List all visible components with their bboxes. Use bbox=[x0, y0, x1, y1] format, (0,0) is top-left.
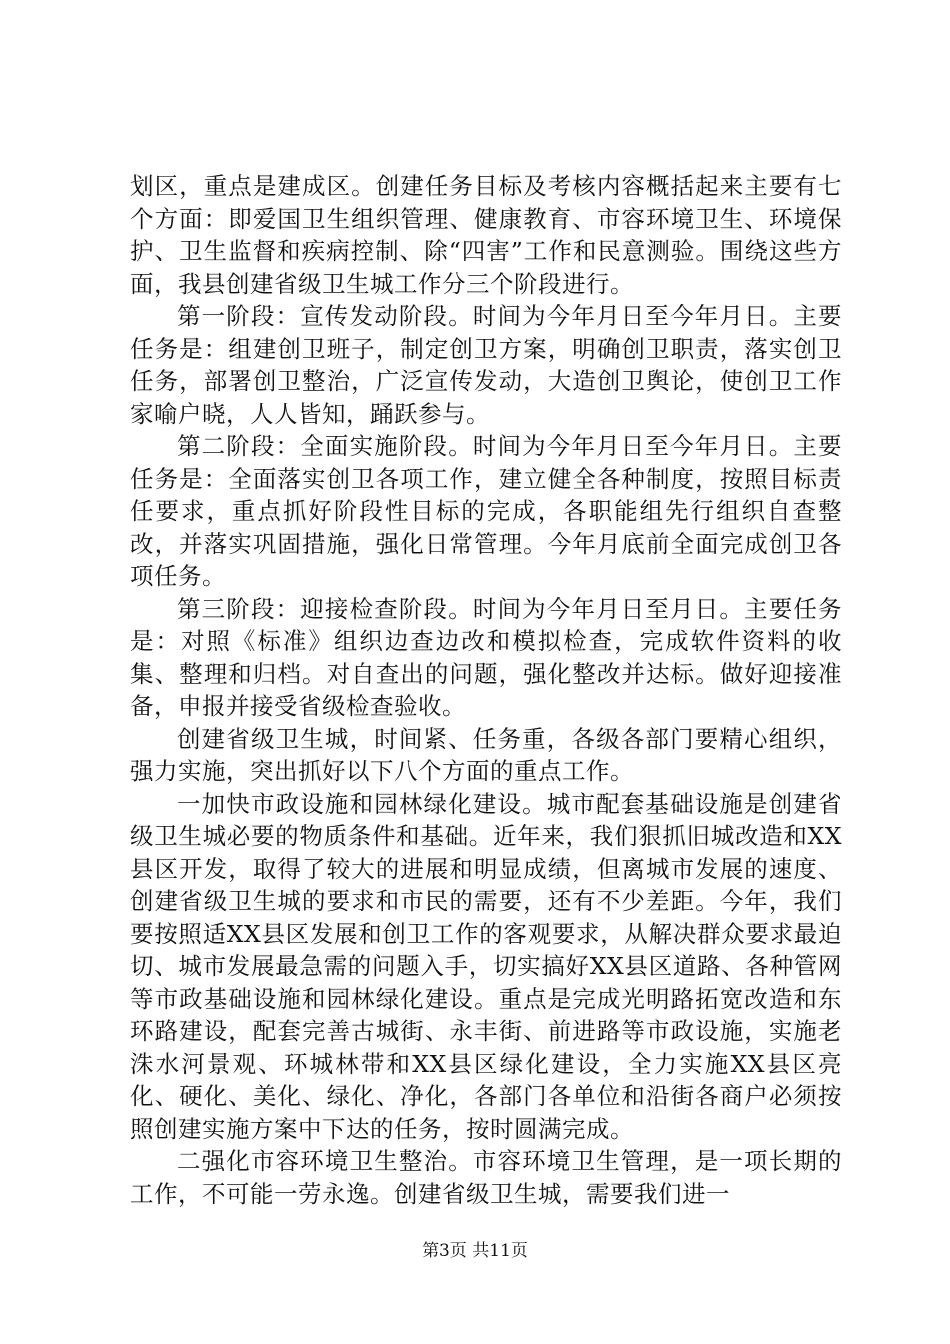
paragraph-4: 第三阶段：迎接检查阶段。时间为今年月日至月日。主要任务是：对照《标准》组织边查边改和模拟检查，完成软件资料的收集、整理和归档。对自查出的问题，强化整改并达标。做好迎接准备，申报并接受省级检查验收。 bbox=[130, 594, 842, 720]
paragraph-6: 一加快市政设施和园林绿化建设。城市配套基础设施是创建省级卫生城必要的物质条件和基础。近年来，我们狠抓旧城改造和XX县区开发，取得了较大的进展和明显成绩，但离城市发展的速度、创建省级卫生城的要求和市民的需要，还有不少差距。今年，我们要按照适XX县区发展和创卫工作的客观要求，从解决群众要求最迫切、城市发展最急需的问题入手，切实搞好XX县区道路、各种管网等市政基础设施和园林绿化建设。重点是完成光明路拓宽改造和东环路建设，配套完善古城街、永丰街、前进路等市政设施，实施老洙水河景观、环城林带和XX县区绿化建设，全力实施XX县区亮化、硬化、美化、绿化、净化，各部门各单位和沿街各商户必须按照创建实施方案中下达的任务，按时圆满完成。 bbox=[130, 789, 842, 1143]
paragraph-7: 二强化市容环境卫生整治。市容环境卫生管理，是一项长期的工作，不可能一劳永逸。创建省级卫生城，需要我们进一 bbox=[130, 1147, 842, 1208]
paragraph-1: 划区，重点是建成区。创建任务目标及考核内容概括起来主要有七个方面：即爱国卫生组织管理、健康教育、市容环境卫生、环境保护、卫生监督和疾病控制、除“四害”工作和民意测验。围绕这些方面，我县创建省级卫生城工作分三个阶段进行。 bbox=[130, 172, 842, 298]
document-body bbox=[130, 170, 842, 1210]
paragraph-2: 第一阶段：宣传发动阶段。时间为今年月日至今年月日。主要任务是：组建创卫班子，制定创卫方案，明确创卫职责，落实创卫任务，部署创卫整治，广泛宣传发动，大造创卫舆论，使创卫工作家喻户晓，人人皆知，踊跃参与。 bbox=[130, 302, 842, 428]
page-footer: 第3页 共11页 bbox=[422, 1241, 528, 1261]
paragraph-5: 创建省级卫生城，时间紧、任务重，各级各部门要精心组织，强力实施，突出抓好以下八个方面的重点工作。 bbox=[130, 724, 842, 785]
paragraph-3: 第二阶段：全面实施阶段。时间为今年月日至今年月日。主要任务是：全面落实创卫各项工作，建立健全各种制度，按照目标责任要求，重点抓好阶段性目标的完成，各职能组先行组织自查整改，并落实巩固措施，强化日常管理。今年月底前全面完成创卫各项任务。 bbox=[130, 432, 842, 590]
